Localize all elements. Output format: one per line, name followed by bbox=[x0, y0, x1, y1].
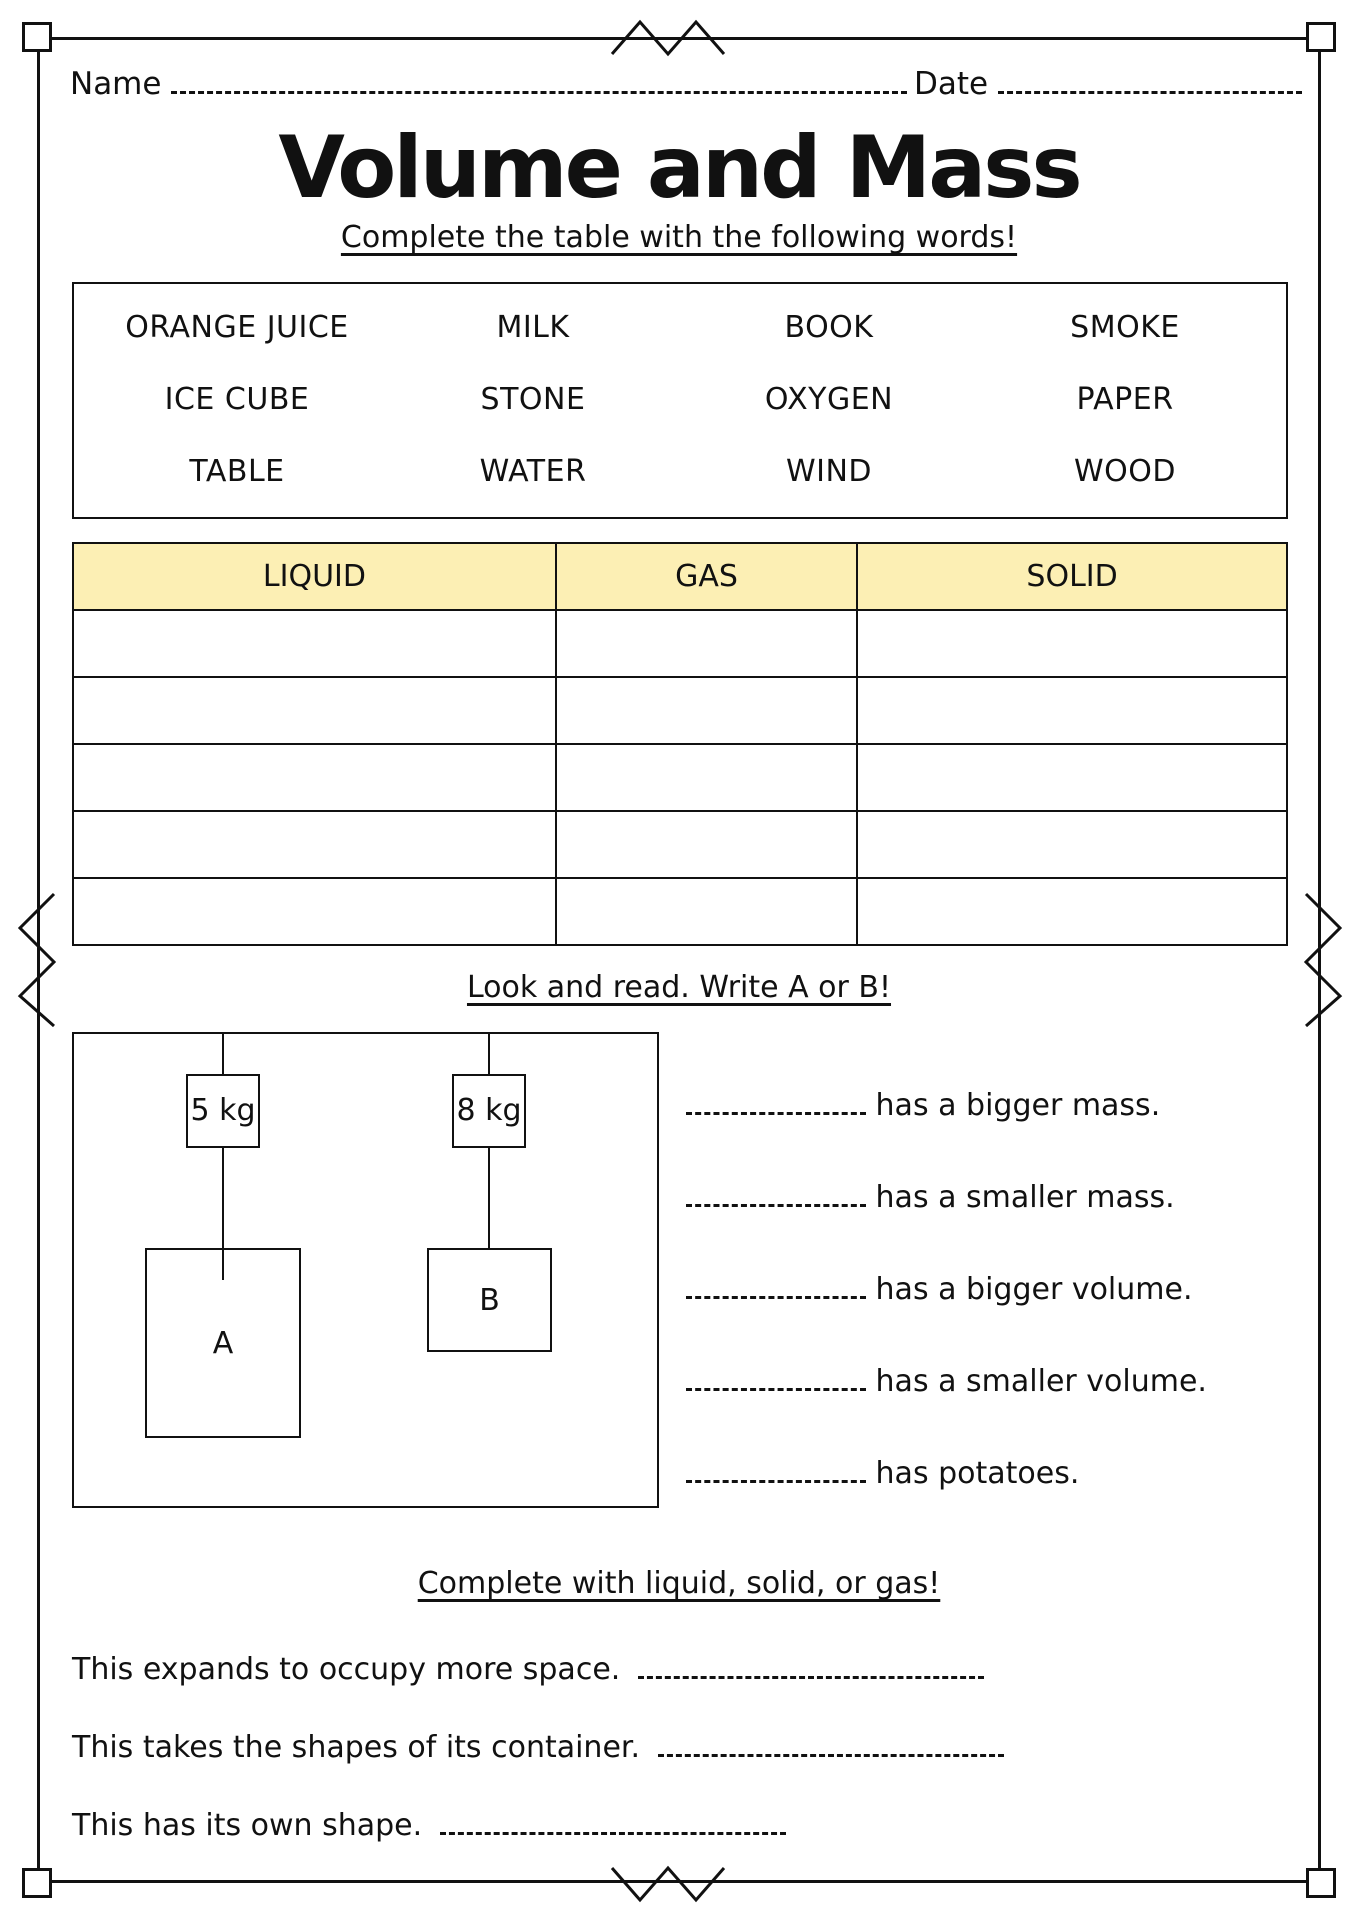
word-wood: WOOD bbox=[1074, 454, 1176, 489]
statement-text: has a bigger mass. bbox=[875, 1088, 1161, 1123]
header-solid: SOLID bbox=[857, 543, 1287, 610]
sentence-2 bbox=[72, 1730, 1004, 1765]
statement-text: has a smaller volume. bbox=[875, 1364, 1207, 1399]
table-row bbox=[73, 610, 1287, 677]
statement-3 bbox=[686, 1272, 1193, 1307]
string-b-bottom bbox=[488, 1148, 490, 1248]
statement-2 bbox=[686, 1180, 1175, 1215]
corner-square-top-left bbox=[22, 22, 52, 52]
table-cell-liquid[interactable] bbox=[73, 610, 556, 677]
table-row bbox=[73, 811, 1287, 878]
word-milk: MILK bbox=[496, 310, 570, 345]
table-cell-liquid[interactable] bbox=[73, 811, 556, 878]
table-cell-gas[interactable] bbox=[556, 878, 857, 945]
word-bank bbox=[72, 282, 1288, 519]
table-cell-liquid[interactable] bbox=[73, 878, 556, 945]
sentence-text: This takes the shapes of its container. bbox=[72, 1730, 641, 1765]
word-water: WATER bbox=[479, 454, 587, 489]
zigzag-bottom-ornament bbox=[600, 1862, 750, 1912]
name-line bbox=[70, 66, 907, 102]
word-table: TABLE bbox=[189, 454, 285, 489]
table-row bbox=[73, 677, 1287, 744]
corner-square-bottom-right bbox=[1306, 1868, 1336, 1898]
word-ice-cube: ICE CUBE bbox=[164, 382, 310, 417]
table-cell-liquid[interactable] bbox=[73, 677, 556, 744]
page-title: Volume and Mass bbox=[278, 118, 1080, 218]
sentence-text: This has its own shape. bbox=[72, 1808, 423, 1843]
string-a-top bbox=[222, 1034, 224, 1074]
word-book: BOOK bbox=[784, 310, 874, 345]
mass-picture-box bbox=[72, 1032, 659, 1508]
table-cell-gas[interactable] bbox=[556, 610, 857, 677]
zigzag-right-ornament bbox=[1300, 890, 1346, 1030]
sorting-table-header-row bbox=[73, 543, 1287, 610]
zigzag-left-ornament bbox=[14, 890, 60, 1030]
date-blank[interactable] bbox=[998, 91, 1302, 94]
answer-blank[interactable] bbox=[638, 1676, 984, 1679]
word-wind: WIND bbox=[785, 454, 873, 489]
sentence-text: This expands to occupy more space. bbox=[72, 1652, 621, 1687]
string-b-top bbox=[488, 1034, 490, 1074]
word-paper: PAPER bbox=[1076, 382, 1174, 417]
answer-blank[interactable] bbox=[686, 1112, 866, 1115]
answer-blank[interactable] bbox=[658, 1754, 1004, 1757]
table-cell-liquid[interactable] bbox=[73, 744, 556, 811]
word-orange-juice: ORANGE JUICE bbox=[125, 310, 349, 345]
statement-text: has a smaller mass. bbox=[875, 1180, 1175, 1215]
statement-5 bbox=[686, 1456, 1079, 1491]
statement-4 bbox=[686, 1364, 1207, 1399]
table-row bbox=[73, 878, 1287, 945]
name-blank[interactable] bbox=[171, 91, 907, 94]
sentence-3 bbox=[72, 1808, 786, 1843]
table-row bbox=[73, 744, 1287, 811]
answer-blank[interactable] bbox=[686, 1204, 866, 1207]
corner-square-top-right bbox=[1306, 22, 1336, 52]
section1-instruction: Complete the table with the following words! bbox=[340, 220, 1018, 255]
statement-text: has potatoes. bbox=[875, 1456, 1080, 1491]
weight-label-a: 5 kg bbox=[186, 1074, 260, 1148]
section2-instruction: Look and read. Write A or B! bbox=[466, 970, 892, 1005]
weight-label-b: 8 kg bbox=[452, 1074, 526, 1148]
sorting-table bbox=[72, 542, 1288, 946]
word-oxygen: OXYGEN bbox=[764, 382, 894, 417]
block-b: B bbox=[427, 1248, 552, 1352]
statement-1 bbox=[686, 1088, 1160, 1123]
table-cell-solid[interactable] bbox=[857, 677, 1287, 744]
table-cell-solid[interactable] bbox=[857, 610, 1287, 677]
word-stone: STONE bbox=[480, 382, 586, 417]
corner-square-bottom-left bbox=[22, 1868, 52, 1898]
sentence-1 bbox=[72, 1652, 984, 1687]
header-gas: GAS bbox=[556, 543, 857, 610]
answer-blank[interactable] bbox=[440, 1832, 786, 1835]
answer-blank[interactable] bbox=[686, 1388, 866, 1391]
header-liquid: LIQUID bbox=[73, 543, 556, 610]
table-cell-gas[interactable] bbox=[556, 744, 857, 811]
table-cell-solid[interactable] bbox=[857, 744, 1287, 811]
name-label: Name bbox=[70, 66, 162, 102]
word-smoke: SMOKE bbox=[1070, 310, 1180, 345]
block-a: A bbox=[145, 1248, 301, 1438]
section3-instruction: Complete with liquid, solid, or gas! bbox=[417, 1566, 941, 1601]
zigzag-top-ornament bbox=[600, 10, 750, 58]
statement-text: has a bigger volume. bbox=[875, 1272, 1193, 1307]
table-cell-solid[interactable] bbox=[857, 878, 1287, 945]
table-cell-solid[interactable] bbox=[857, 811, 1287, 878]
answer-blank[interactable] bbox=[686, 1480, 866, 1483]
table-cell-gas[interactable] bbox=[556, 811, 857, 878]
date-line bbox=[914, 66, 1302, 102]
table-cell-gas[interactable] bbox=[556, 677, 857, 744]
date-label: Date bbox=[914, 66, 989, 102]
answer-blank[interactable] bbox=[686, 1296, 866, 1299]
